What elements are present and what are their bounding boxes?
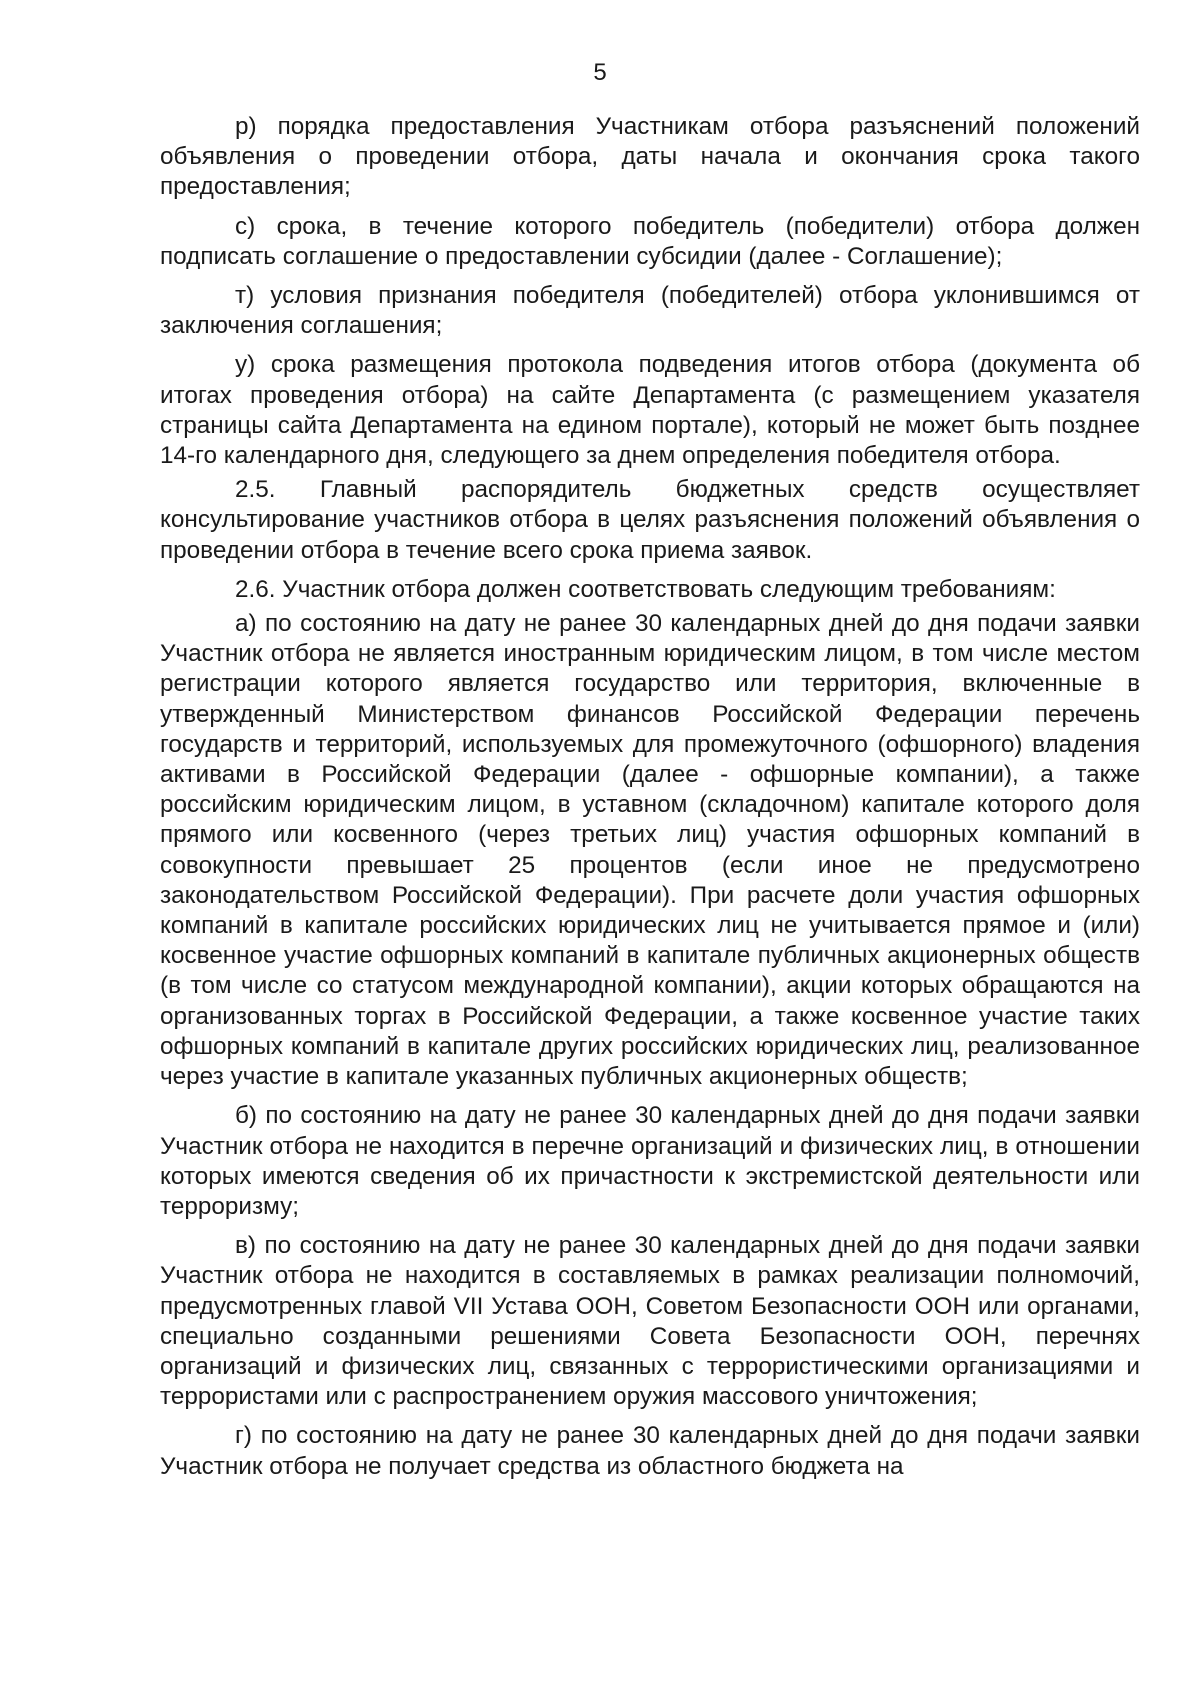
paragraph-g: г) по состоянию на дату не ранее 30 календарных дней до дня подачи заявки Участник отбора не получает средства из областного бюджета на [160,1422,1140,1480]
paragraph-2-5: 2.5. Главный распорядитель бюджетных средств осуществляет консультирование участников отбора в целях разъяснения положений объявления о проведении отбора в течение всего срока приема заявок. [160,476,1140,564]
document-body [160,112,1140,1491]
paragraph-u: у) срока размещения протокола подведения итогов отбора (документа об итогах проведения отбора) на сайте Департамента (с размещением указателя страницы сайта Департамента на едином портале), который не может быть позднее 14-го календарного дня, следующего за днем определения победителя отбора. [160,351,1140,470]
page-number: 5 [593,59,607,86]
paragraph-s: с) срока, в течение которого победитель (победители) отбора должен подписать соглашение о предоставлении субсидии (далее - Соглашение); [160,212,1140,270]
paragraph-b: б) по состоянию на дату не ранее 30 календарных дней до дня подачи заявки Участник отбора не находится в перечне организаций и физических лиц, в отношении которых имеются сведения об их причастности к экстремистской деятельности или терроризму; [160,1102,1140,1220]
paragraph-r: р) порядка предоставления Участникам отбора разъяснений положений объявления о проведении отбора, даты начала и окончания срока такого предоставления; [160,113,1140,201]
paragraph-v: в) по состоянию на дату не ранее 30 календарных дней до дня подачи заявки Участник отбора не находится в составляемых в рамках реализации полномочий, предусмотренных главой VII Устава ООН, Советом Безопасности ООН или органами, специально созданными решениями Совета Безопасности ООН, перечнях организаций и физических лиц, связанных с террористическими организациями и террористами или с распространением оружия массового уничтожения; [160,1232,1140,1411]
paragraph-a: а) по состоянию на дату не ранее 30 календарных дней до дня подачи заявки Участник отбора не является иностранным юридическим лицом, в том числе местом регистрации которого является государство или территория, включенные в утвержденный Министерством финансов Российской Федерации перечень государств и территорий, используемых для промежуточного (офшорного) владения активами в Российской Федерации (далее - офшорные компании), а также российским юридическим лицом, в уставном (складочном) капитале которого доля прямого или косвенного (через третьих лиц) участия офшорных компаний в совокупности превышает 25 процентов (если иное не предусмотрено законодательством Российской Федерации). При расчете доли участия офшорных компаний в капитале российских юридических лиц не учитывается прямое и (или) косвенное участие офшорных компаний в капитале публичных акционерных обществ (в том числе со статусом международной компании), акции которых обращаются на организованных торгах в Российской Федерации, а также косвенное участие таких офшорных компаний в капитале других российских юридических лиц, реализованное через участие в капитале указанных публичных акционерных обществ; [160,610,1140,1091]
paragraph-t: т) условия признания победителя (победителей) отбора уклонившимся от заключения соглашения; [160,282,1140,340]
paragraph-2-6: 2.6. Участник отбора должен соответствовать следующим требованиям: [235,575,1056,603]
